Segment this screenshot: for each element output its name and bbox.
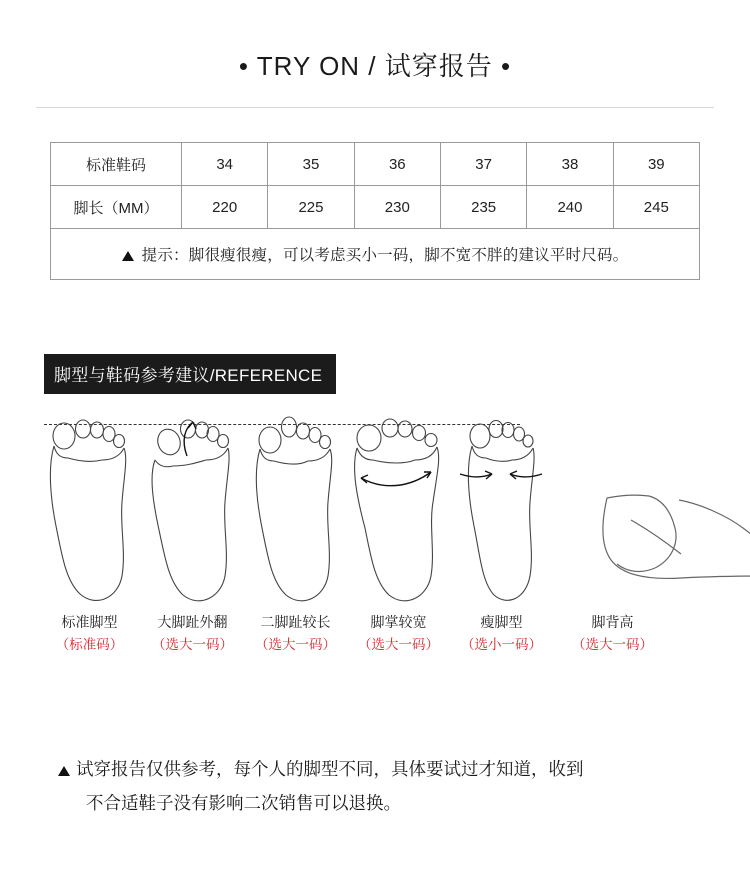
cell-length-36: 230 xyxy=(354,186,440,229)
size-table-note xyxy=(51,229,700,280)
size-table xyxy=(50,142,700,280)
footer-line-2: 不合适鞋子没有影响二次销售可以退换。 xyxy=(86,793,401,813)
foot-illustration-row xyxy=(0,416,750,616)
foot-shapes-area xyxy=(0,416,750,666)
header-divider xyxy=(36,107,714,108)
footer-line-1-text: 试穿报告仅供参考，每个人的脚型不同，具体要试过才知道，收到 xyxy=(76,759,584,779)
cell-length-37: 235 xyxy=(440,186,526,229)
cell-length-39: 245 xyxy=(613,186,699,229)
high-instep-side-foot-icon xyxy=(571,494,750,604)
foot-caption-standard xyxy=(38,612,141,655)
cell-size-38: 38 xyxy=(527,143,613,186)
foot-caption-advice: （选大一码） xyxy=(358,637,439,652)
cell-length-38: 240 xyxy=(527,186,613,229)
bunion-foot-icon xyxy=(141,416,244,616)
long-second-toe-foot-icon xyxy=(244,416,347,616)
foot-caption-bunion xyxy=(141,612,244,655)
cell-size-35: 35 xyxy=(268,143,354,186)
page-title: • TRY ON / 试穿报告 • xyxy=(238,51,512,81)
narrow-foot-icon xyxy=(450,416,553,616)
foot-caption-name: 标准脚型 xyxy=(61,614,118,630)
foot-caption-advice: （选大一码） xyxy=(255,637,336,652)
foot-illustration-narrow xyxy=(450,416,553,616)
row-header-foot-length: 脚长（MM） xyxy=(51,186,182,229)
foot-caption-high-instep xyxy=(553,612,712,655)
foot-caption-name: 脚背高 xyxy=(591,614,634,630)
cell-length-35: 225 xyxy=(268,186,354,229)
reference-section-header xyxy=(44,354,750,394)
triangle-icon xyxy=(122,251,134,261)
foot-illustration-wide xyxy=(347,416,450,616)
row-header-standard-size: 标准鞋码 xyxy=(51,143,182,186)
foot-caption-advice: （选小一码） xyxy=(461,637,542,652)
triangle-icon xyxy=(58,766,70,776)
foot-illustration-standard xyxy=(38,416,141,616)
wide-foot-icon xyxy=(347,416,450,616)
footer-disclaimer xyxy=(58,752,692,820)
foot-caption-advice: （选大一码） xyxy=(572,637,653,652)
reference-section-label: 脚型与鞋码参考建议/REFERENCE xyxy=(44,354,336,394)
foot-caption-advice: （标准码） xyxy=(55,637,124,652)
cell-size-36: 36 xyxy=(354,143,440,186)
cell-size-34: 34 xyxy=(182,143,268,186)
size-table-section xyxy=(50,142,700,280)
foot-caption-advice: （选大一码） xyxy=(152,637,233,652)
cell-size-39: 39 xyxy=(613,143,699,186)
table-row xyxy=(51,143,700,186)
foot-caption-name: 大脚趾外翻 xyxy=(157,614,228,630)
foot-caption-wide xyxy=(347,612,450,655)
foot-caption-narrow xyxy=(450,612,553,655)
foot-caption-name: 二脚趾较长 xyxy=(260,614,331,630)
foot-caption-row xyxy=(0,612,750,655)
foot-illustration-bunion xyxy=(141,416,244,616)
foot-caption-long-second-toe xyxy=(244,612,347,655)
table-row xyxy=(51,229,700,280)
table-row xyxy=(51,186,700,229)
foot-illustration-long-second-toe xyxy=(244,416,347,616)
foot-caption-name: 脚掌较宽 xyxy=(370,614,427,630)
page-header xyxy=(0,0,750,83)
cell-length-34: 220 xyxy=(182,186,268,229)
foot-illustration-high-instep xyxy=(553,416,750,616)
footer-line-1 xyxy=(58,752,692,786)
foot-caption-name: 瘦脚型 xyxy=(480,614,523,630)
size-table-note-text: 提示：脚很瘦很瘦，可以考虑买小一码，脚不宽不胖的建议平时尺码。 xyxy=(141,247,629,264)
cell-size-37: 37 xyxy=(440,143,526,186)
standard-foot-icon xyxy=(38,416,141,616)
